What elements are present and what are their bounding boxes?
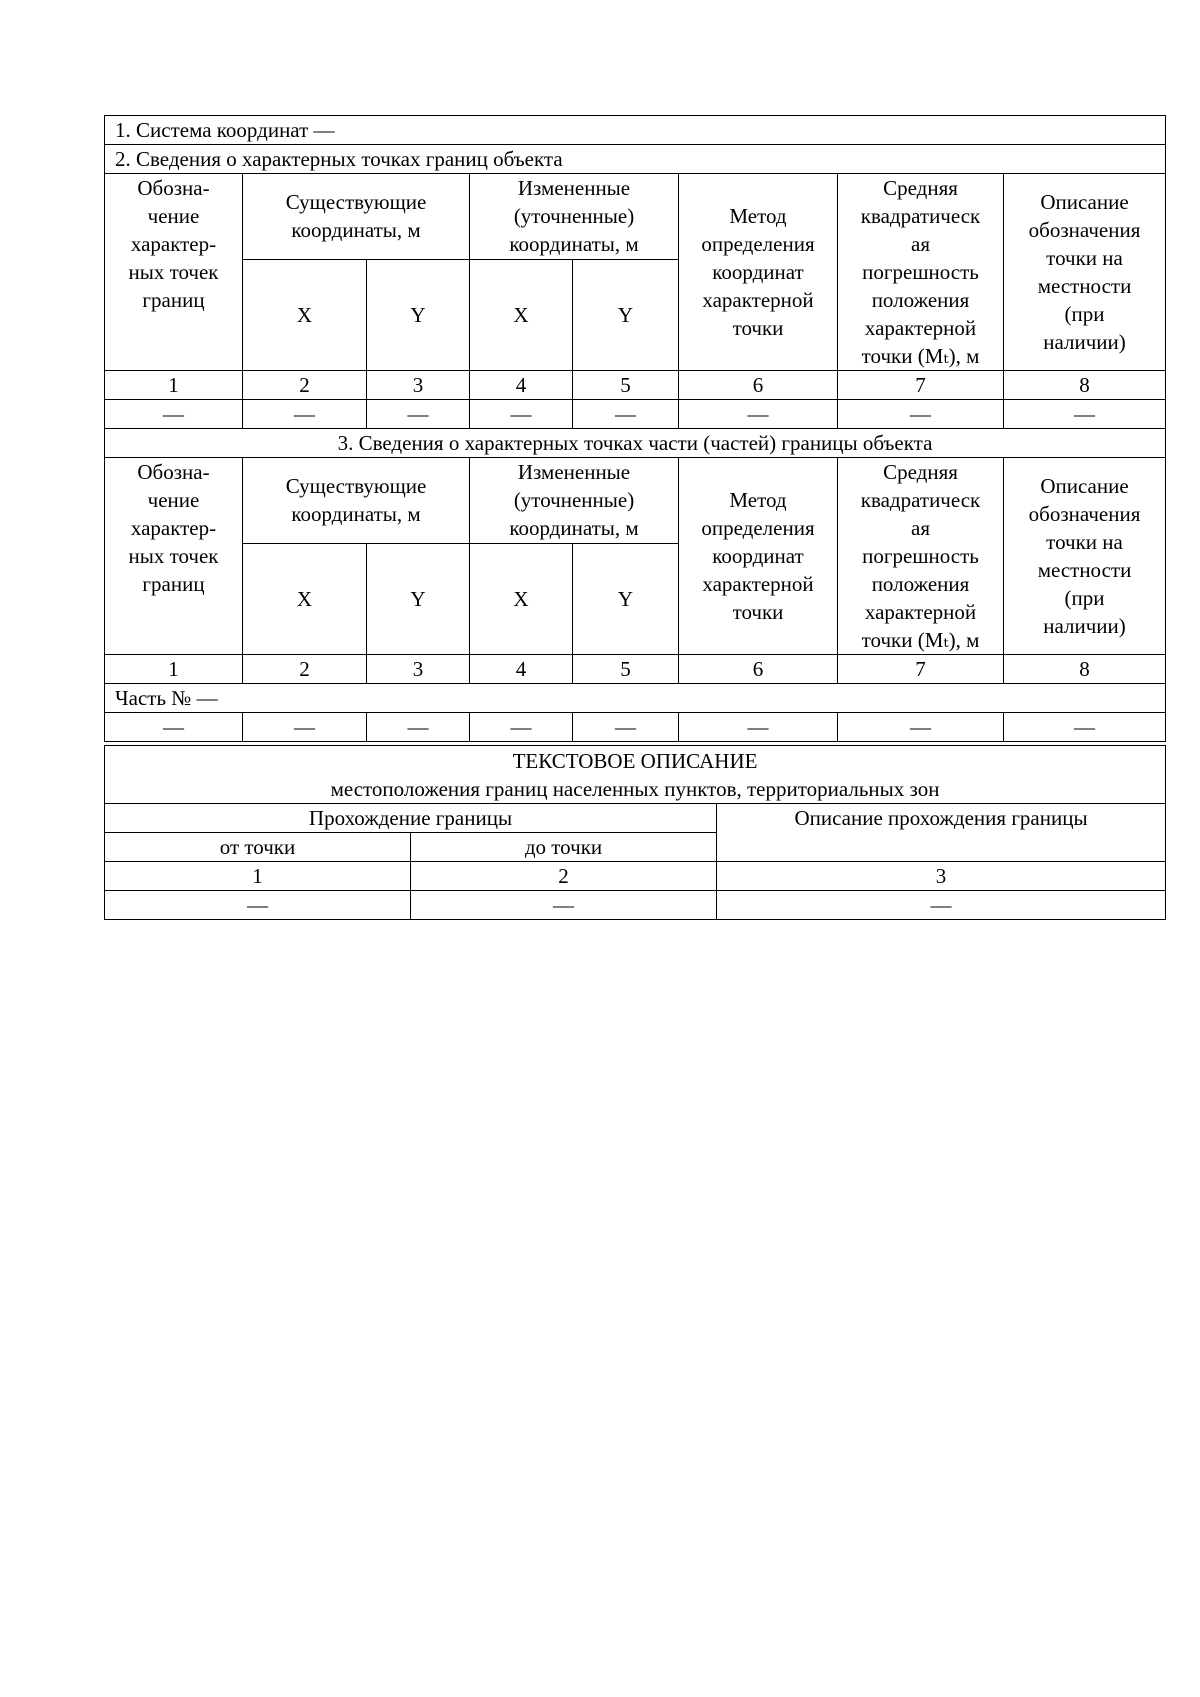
- empty-cell: —: [838, 400, 1004, 429]
- header-to-point: до точки: [411, 833, 717, 862]
- header-method: Метод определения координат характерной точки: [679, 174, 838, 371]
- column-number: 5: [573, 655, 679, 684]
- coordinate-system-label: 1. Система координат —: [105, 116, 1166, 145]
- header-changed-x: X: [470, 259, 573, 370]
- empty-cell: —: [243, 400, 367, 429]
- empty-cell: —: [105, 400, 243, 429]
- column-number: 8: [1004, 371, 1166, 400]
- header-changed-x: X: [470, 543, 573, 654]
- column-number: 4: [470, 655, 573, 684]
- section-3-title: 3. Сведения о характерных точках части (частей) границы объекта: [105, 429, 1166, 458]
- column-number: 7: [838, 371, 1004, 400]
- text-description-title: ТЕКСТОВОЕ ОПИСАНИЕ: [512, 748, 758, 773]
- empty-cell: —: [470, 713, 573, 742]
- empty-cell: —: [367, 400, 470, 429]
- empty-cell: —: [470, 400, 573, 429]
- section-2-title: 2. Сведения о характерных точках границ объекта: [105, 145, 1166, 174]
- header-changed-coordinates: Измененные (уточненные) координаты, м: [470, 458, 679, 544]
- header-mean-square-error: Средняя квадратическ ая погрешность положения характерной точки (Mₜ), м: [838, 458, 1004, 655]
- empty-cell: —: [838, 713, 1004, 742]
- header-changed-y: Y: [573, 259, 679, 370]
- text-description-heading: [105, 746, 1166, 804]
- column-number: 1: [105, 862, 411, 891]
- header-boundary-passage: Прохождение границы: [105, 804, 717, 833]
- column-number: 6: [679, 655, 838, 684]
- header-designation: Обозна- чение характер- ных точек границ: [105, 174, 243, 371]
- coordinates-table: [104, 115, 1166, 742]
- empty-cell: —: [679, 713, 838, 742]
- empty-cell: —: [573, 400, 679, 429]
- part-label: Часть № —: [105, 684, 1166, 713]
- column-number: 4: [470, 371, 573, 400]
- header-existing-coordinates: Существующие координаты, м: [243, 174, 470, 260]
- empty-cell: —: [573, 713, 679, 742]
- empty-cell: —: [679, 400, 838, 429]
- column-number: 3: [367, 371, 470, 400]
- column-number: 5: [573, 371, 679, 400]
- column-number: 6: [679, 371, 838, 400]
- column-number: 2: [411, 862, 717, 891]
- column-number: 1: [105, 371, 243, 400]
- column-number: 2: [243, 655, 367, 684]
- header-changed-y: Y: [573, 543, 679, 654]
- empty-cell: —: [105, 713, 243, 742]
- header-method: Метод определения координат характерной точки: [679, 458, 838, 655]
- header-point-description: Описание обозначения точки на местности (при наличии): [1004, 174, 1166, 371]
- header-from-point: от точки: [105, 833, 411, 862]
- column-number: 8: [1004, 655, 1166, 684]
- header-existing-y: Y: [367, 543, 470, 654]
- header-existing-x: X: [243, 543, 367, 654]
- text-description-table: [104, 745, 1166, 920]
- column-number: 2: [243, 371, 367, 400]
- empty-cell: —: [367, 713, 470, 742]
- column-number: 3: [717, 862, 1166, 891]
- empty-cell: —: [1004, 400, 1166, 429]
- text-description-subtitle: местоположения границ населенных пунктов, территориальных зон: [330, 776, 940, 801]
- empty-cell: —: [1004, 713, 1166, 742]
- header-changed-coordinates: Измененные (уточненные) координаты, м: [470, 174, 679, 260]
- empty-cell: —: [717, 891, 1166, 920]
- header-existing-coordinates: Существующие координаты, м: [243, 458, 470, 544]
- empty-cell: —: [411, 891, 717, 920]
- empty-cell: —: [243, 713, 367, 742]
- header-existing-y: Y: [367, 259, 470, 370]
- header-mean-square-error: Средняя квадратическ ая погрешность положения характерной точки (Mₜ), м: [838, 174, 1004, 371]
- header-designation: Обозна- чение характер- ных точек границ: [105, 458, 243, 655]
- column-number: 7: [838, 655, 1004, 684]
- header-existing-x: X: [243, 259, 367, 370]
- header-passage-description: Описание прохождения границы: [717, 804, 1166, 862]
- column-number: 3: [367, 655, 470, 684]
- empty-cell: —: [105, 891, 411, 920]
- column-number: 1: [105, 655, 243, 684]
- header-point-description: Описание обозначения точки на местности (при наличии): [1004, 458, 1166, 655]
